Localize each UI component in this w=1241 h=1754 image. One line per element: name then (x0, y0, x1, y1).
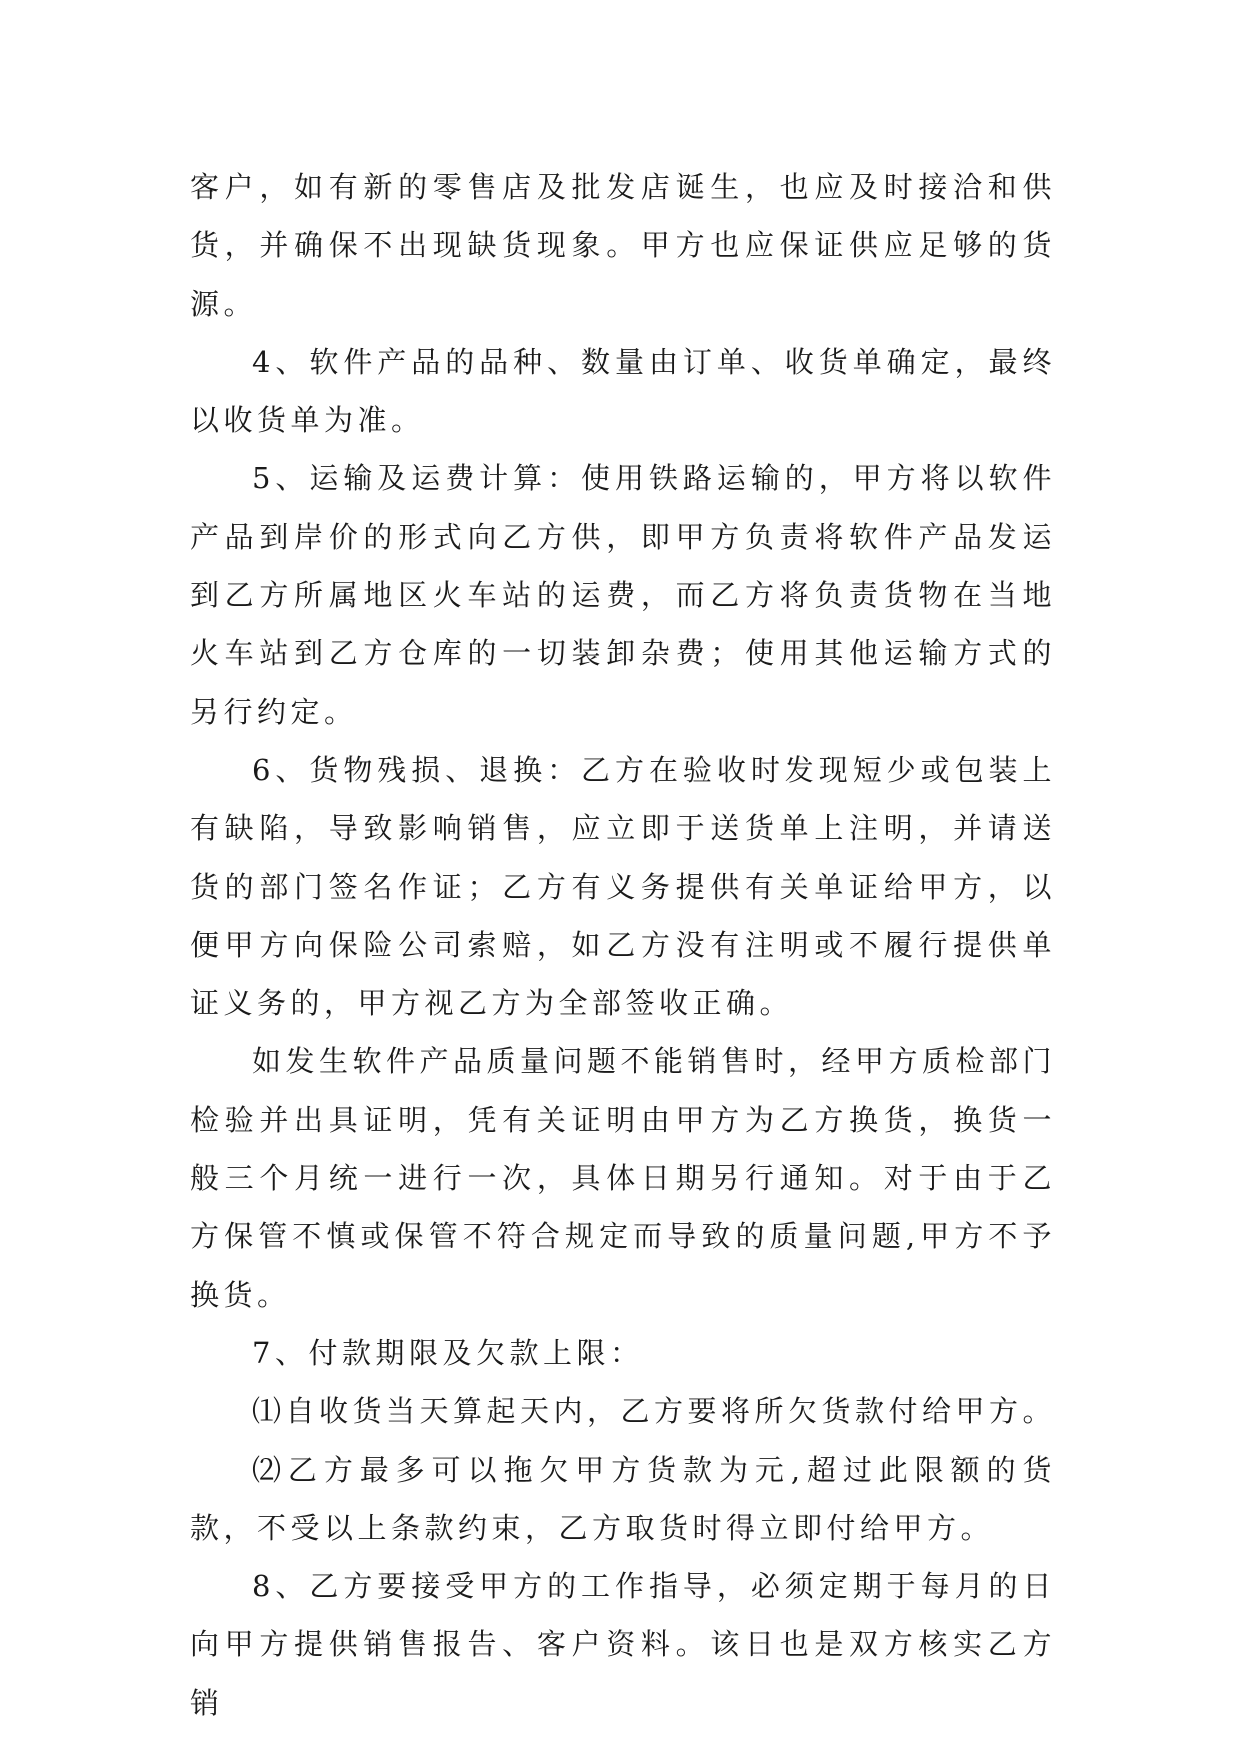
paragraph-clause-7-1: ⑴自收货当天算起天内，乙方要将所欠货款付给甲方。 (252, 1394, 1057, 1429)
paragraph-customer-supply: 客户，如有新的零售店及批发店诞生，也应及时接洽和供货，并确保不出现缺货现象。甲方也应保证供应足够的货源。 (190, 170, 1056, 321)
document-body (190, 158, 1056, 1732)
paragraph-clause-7-2: ⑵乙方最多可以拖欠甲方货款为元,超过此限额的货款，不受以上条款约束，乙方取货时得立即付给甲方。 (190, 1452, 1056, 1545)
paragraph-quality-exchange: 如发生软件产品质量问题不能销售时，经甲方质检部门检验并出具证明，凭有关证明由甲方为乙方换货，换货一般三个月统一进行一次，具体日期另行通知。对于由于乙方保管不慎或保管不符合规定而导致的质量问题,甲方不予换货。 (190, 1044, 1057, 1312)
paragraph-clause-8: 8、乙方要接受甲方的工作指导，必须定期于每月的日向甲方提供销售报告、客户资料。该日也是双方核实乙方销 (190, 1569, 1056, 1720)
paragraph-clause-6: 6、货物残损、退换：乙方在验收时发现短少或包装上有缺陷，导致影响销售，应立即于送货单上注明，并请送货的部门签名作证；乙方有义务提供有关单证给甲方，以便甲方向保险公司索赔，如乙方没有注明或不履行提供单证义务的，甲方视乙方为全部签收正确。 (190, 752, 1056, 1021)
paragraph-clause-5: 5、运输及运费计算：使用铁路运输的，甲方将以软件产品到岸价的形式向乙方供，即甲方负责将软件产品发运到乙方所属地区火车站的运费，而乙方将负责货物在当地火车站到乙方仓库的一切装卸杂费；使用其他运输方式的另行约定。 (190, 461, 1056, 729)
paragraph-clause-7: 7、付款期限及欠款上限： (252, 1335, 644, 1370)
paragraph-clause-4: 4、软件产品的品种、数量由订单、收货单确定，最终以收货单为准。 (190, 344, 1056, 438)
